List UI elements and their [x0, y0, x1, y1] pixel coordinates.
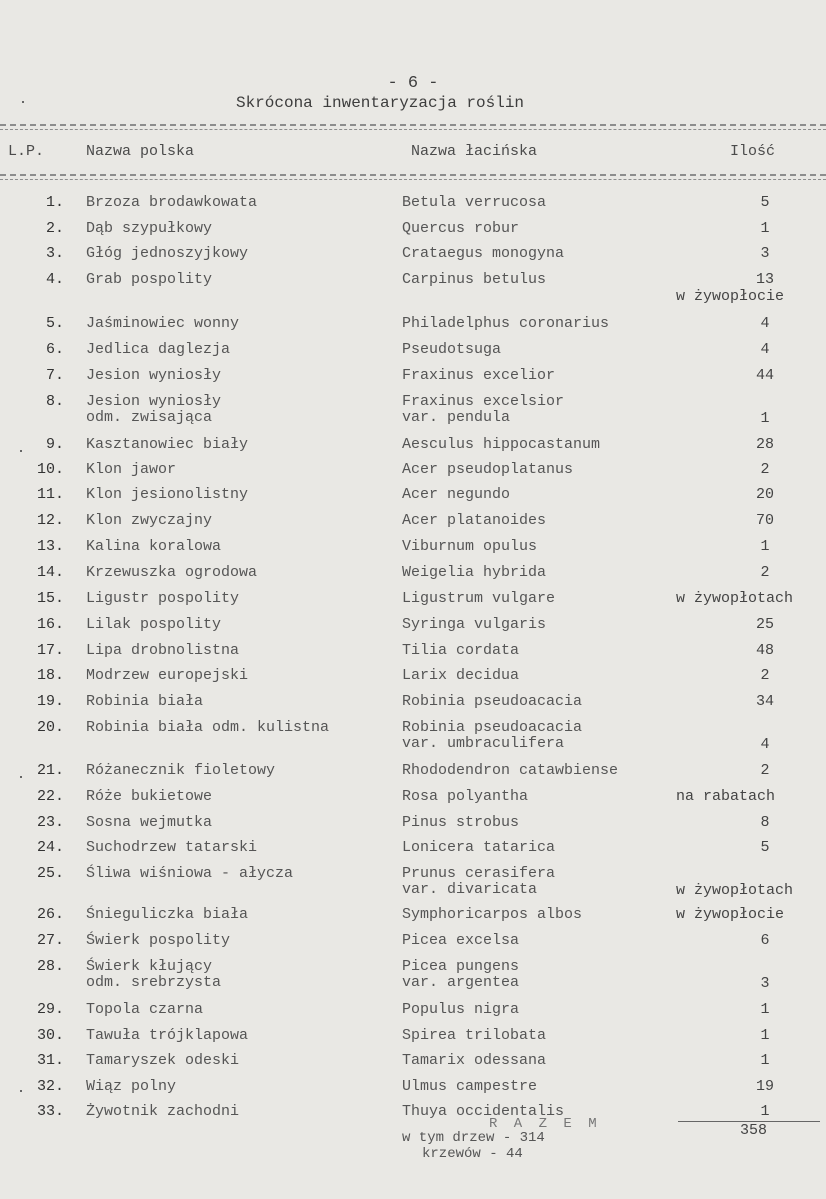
polish-name: Modrzew europejski — [86, 667, 249, 684]
quantity: 1 — [760, 1001, 770, 1018]
column-header-quantity: Ilość — [730, 143, 776, 160]
polish-name: Sosna wejmutka — [86, 814, 213, 831]
polish-name: Jesion wyniosły — [86, 367, 222, 384]
quantity: 4 — [760, 736, 770, 753]
quantity: 44 — [755, 367, 774, 384]
quantity: 70 — [755, 512, 774, 529]
latin-name: Thuya occidentalis — [402, 1103, 565, 1120]
quantity: 1 — [760, 1052, 770, 1069]
quantity: w żywopłotach — [676, 590, 794, 607]
row-number: 9. — [45, 436, 64, 453]
divider — [0, 174, 826, 176]
row-number: 29. — [36, 1001, 64, 1018]
quantity: 4 — [760, 341, 770, 358]
polish-name: Żywotnik zachodni — [86, 1103, 240, 1120]
quantity: 1 — [760, 220, 770, 237]
polish-name-line2: odm. srebrzysta — [86, 974, 222, 991]
row-number: 17. — [36, 642, 64, 659]
divider — [0, 179, 826, 180]
quantity: 2 — [760, 762, 770, 779]
row-number: 13. — [36, 538, 64, 555]
quantity: 5 — [760, 839, 770, 856]
latin-name: Spirea trilobata — [402, 1027, 547, 1044]
latin-name: Betula verrucosa — [402, 194, 547, 211]
polish-name: Różanecznik fioletowy — [86, 762, 276, 779]
divider — [0, 129, 826, 130]
polish-name: Brzoza brodawkowata — [86, 194, 258, 211]
latin-name-line2: var. divaricata — [402, 881, 538, 898]
polish-name: Tamaryszek odeski — [86, 1052, 240, 1069]
quantity: 2 — [760, 564, 770, 581]
polish-name: Wiąz polny — [86, 1078, 177, 1095]
row-number: 32. — [36, 1078, 64, 1095]
row-number: 33. — [36, 1103, 64, 1120]
scan-speck — [20, 776, 22, 778]
quantity: 1 — [760, 1103, 770, 1120]
row-number: 18. — [36, 667, 64, 684]
polish-name: Głóg jednoszyjkowy — [86, 245, 249, 262]
polish-name: Klon jawor — [86, 461, 177, 478]
quantity: 13 — [755, 271, 774, 288]
row-number: 15. — [36, 590, 64, 607]
quantity: na rabatach — [676, 788, 776, 805]
row-number: 28. — [36, 958, 64, 975]
page-title: Skrócona inwentaryzacja roślin — [235, 94, 525, 112]
latin-name: Fraxinus excelsior — [402, 393, 565, 410]
latin-name: Rosa polyantha — [402, 788, 529, 805]
row-number: 20. — [36, 719, 64, 736]
quantity: 48 — [755, 642, 774, 659]
polish-name: Krzewuszka ogrodowa — [86, 564, 258, 581]
scan-speck — [22, 101, 24, 103]
divider — [0, 124, 826, 126]
row-number: 2. — [45, 220, 64, 237]
latin-name: Symphoricarpos albos — [402, 906, 583, 923]
shrubs-count: krzewów - 44 — [422, 1146, 523, 1162]
quantity: 19 — [755, 1078, 774, 1095]
row-number: 19. — [36, 693, 64, 710]
row-number: 16. — [36, 616, 64, 633]
latin-name: Robinia pseudoacacia — [402, 693, 583, 710]
latin-name: Fraxinus excelior — [402, 367, 556, 384]
latin-name: Pseudotsuga — [402, 341, 502, 358]
quantity: 1 — [760, 538, 770, 555]
quantity: 5 — [760, 194, 770, 211]
quantity: 1 — [760, 1027, 770, 1044]
row-number: 8. — [45, 393, 64, 410]
quantity: 3 — [760, 975, 770, 992]
polish-name: Klon zwyczajny — [86, 512, 213, 529]
row-number: 4. — [45, 271, 64, 288]
latin-name: Tilia cordata — [402, 642, 520, 659]
polish-name: Klon jesionolistny — [86, 486, 249, 503]
row-number: 12. — [36, 512, 64, 529]
total-label: R A Z E M — [489, 1116, 601, 1132]
row-number: 24. — [36, 839, 64, 856]
quantity-note: w żywopłocie — [676, 288, 785, 305]
quantity: 3 — [760, 245, 770, 262]
row-number: 5. — [45, 315, 64, 332]
polish-name: Śnieguliczka biała — [86, 906, 249, 923]
scan-speck — [20, 1090, 22, 1092]
latin-name: Viburnum opulus — [402, 538, 538, 555]
quantity: 25 — [755, 616, 774, 633]
latin-name: Ligustrum vulgare — [402, 590, 556, 607]
latin-name: Pinus strobus — [402, 814, 520, 831]
polish-name: Świerk kłujący — [86, 958, 213, 975]
row-number: 11. — [36, 486, 64, 503]
latin-name: Robinia pseudoacacia — [402, 719, 583, 736]
quantity: 8 — [760, 814, 770, 831]
polish-name: Ligustr pospolity — [86, 590, 240, 607]
quantity: 2 — [760, 667, 770, 684]
polish-name: Topola czarna — [86, 1001, 204, 1018]
row-number: 22. — [36, 788, 64, 805]
polish-name: Robinia biała — [86, 693, 204, 710]
polish-name: Grab pospolity — [86, 271, 213, 288]
trees-count: w tym drzew - 314 — [402, 1130, 545, 1146]
latin-name: Populus nigra — [402, 1001, 520, 1018]
row-number: 6. — [45, 341, 64, 358]
polish-name: Kasztanowiec biały — [86, 436, 249, 453]
row-number: 25. — [36, 865, 64, 882]
latin-name: Philadelphus coronarius — [402, 315, 610, 332]
row-number: 23. — [36, 814, 64, 831]
polish-name: Jedlica daglezja — [86, 341, 231, 358]
latin-name-line2: var. umbraculifera — [402, 735, 565, 752]
polish-name: Róże bukietowe — [86, 788, 213, 805]
quantity: 28 — [755, 436, 774, 453]
polish-name: Suchodrzew tatarski — [86, 839, 258, 856]
quantity: w żywopłotach — [676, 882, 794, 899]
row-number: 31. — [36, 1052, 64, 1069]
latin-name: Syringa vulgaris — [402, 616, 547, 633]
scan-speck — [20, 450, 22, 452]
quantity: 34 — [755, 693, 774, 710]
row-number: 26. — [36, 906, 64, 923]
quantity: 20 — [755, 486, 774, 503]
latin-name: Picea pungens — [402, 958, 520, 975]
polish-name: Robinia biała odm. kulistna — [86, 719, 330, 736]
quantity: 1 — [760, 410, 770, 427]
latin-name: Acer platanoides — [402, 512, 547, 529]
latin-name: Ulmus campestre — [402, 1078, 538, 1095]
latin-name: Weigelia hybrida — [402, 564, 547, 581]
column-header-latin-name: Nazwa łacińska — [411, 143, 538, 160]
row-number: 27. — [36, 932, 64, 949]
row-number: 30. — [36, 1027, 64, 1044]
polish-name: Dąb szypułkowy — [86, 220, 213, 237]
polish-name: Śliwa wiśniowa - ałycza — [86, 865, 294, 882]
row-number: 3. — [45, 245, 64, 262]
polish-name: Jaśminowiec wonny — [86, 315, 240, 332]
column-header-lp: L.P. — [8, 143, 45, 160]
latin-name: Prunus cerasifera — [402, 865, 556, 882]
latin-name: Rhododendron catawbiense — [402, 762, 619, 779]
polish-name: Jesion wyniosły — [86, 393, 222, 410]
latin-name: Lonicera tatarica — [402, 839, 556, 856]
polish-name: Tawuła trójklapowa — [86, 1027, 249, 1044]
latin-name: Carpinus betulus — [402, 271, 547, 288]
row-number: 21. — [36, 762, 64, 779]
polish-name: Lilak pospolity — [86, 616, 222, 633]
latin-name: Larix decidua — [402, 667, 520, 684]
row-number: 14. — [36, 564, 64, 581]
polish-name: Lipa drobnolistna — [86, 642, 240, 659]
latin-name: Tamarix odessana — [402, 1052, 547, 1069]
row-number: 10. — [36, 461, 64, 478]
latin-name: Acer pseudoplatanus — [402, 461, 574, 478]
row-number: 7. — [45, 367, 64, 384]
latin-name: Quercus robur — [402, 220, 520, 237]
latin-name-line2: var. argentea — [402, 974, 520, 991]
quantity: w żywopłocie — [676, 906, 785, 923]
page-number: - 6 - — [387, 74, 439, 93]
latin-name: Crataegus monogyna — [402, 245, 565, 262]
quantity: 2 — [760, 461, 770, 478]
latin-name: Aesculus hippocastanum — [402, 436, 601, 453]
column-header-polish-name: Nazwa polska — [86, 143, 195, 160]
quantity: 6 — [760, 932, 770, 949]
polish-name: Kalina koralowa — [86, 538, 222, 555]
quantity: 4 — [760, 315, 770, 332]
row-number: 1. — [45, 194, 64, 211]
latin-name: Acer negundo — [402, 486, 511, 503]
latin-name-line2: var. pendula — [402, 409, 511, 426]
total-value: 358 — [740, 1122, 768, 1139]
polish-name: Świerk pospolity — [86, 932, 231, 949]
latin-name: Picea excelsa — [402, 932, 520, 949]
polish-name-line2: odm. zwisająca — [86, 409, 213, 426]
